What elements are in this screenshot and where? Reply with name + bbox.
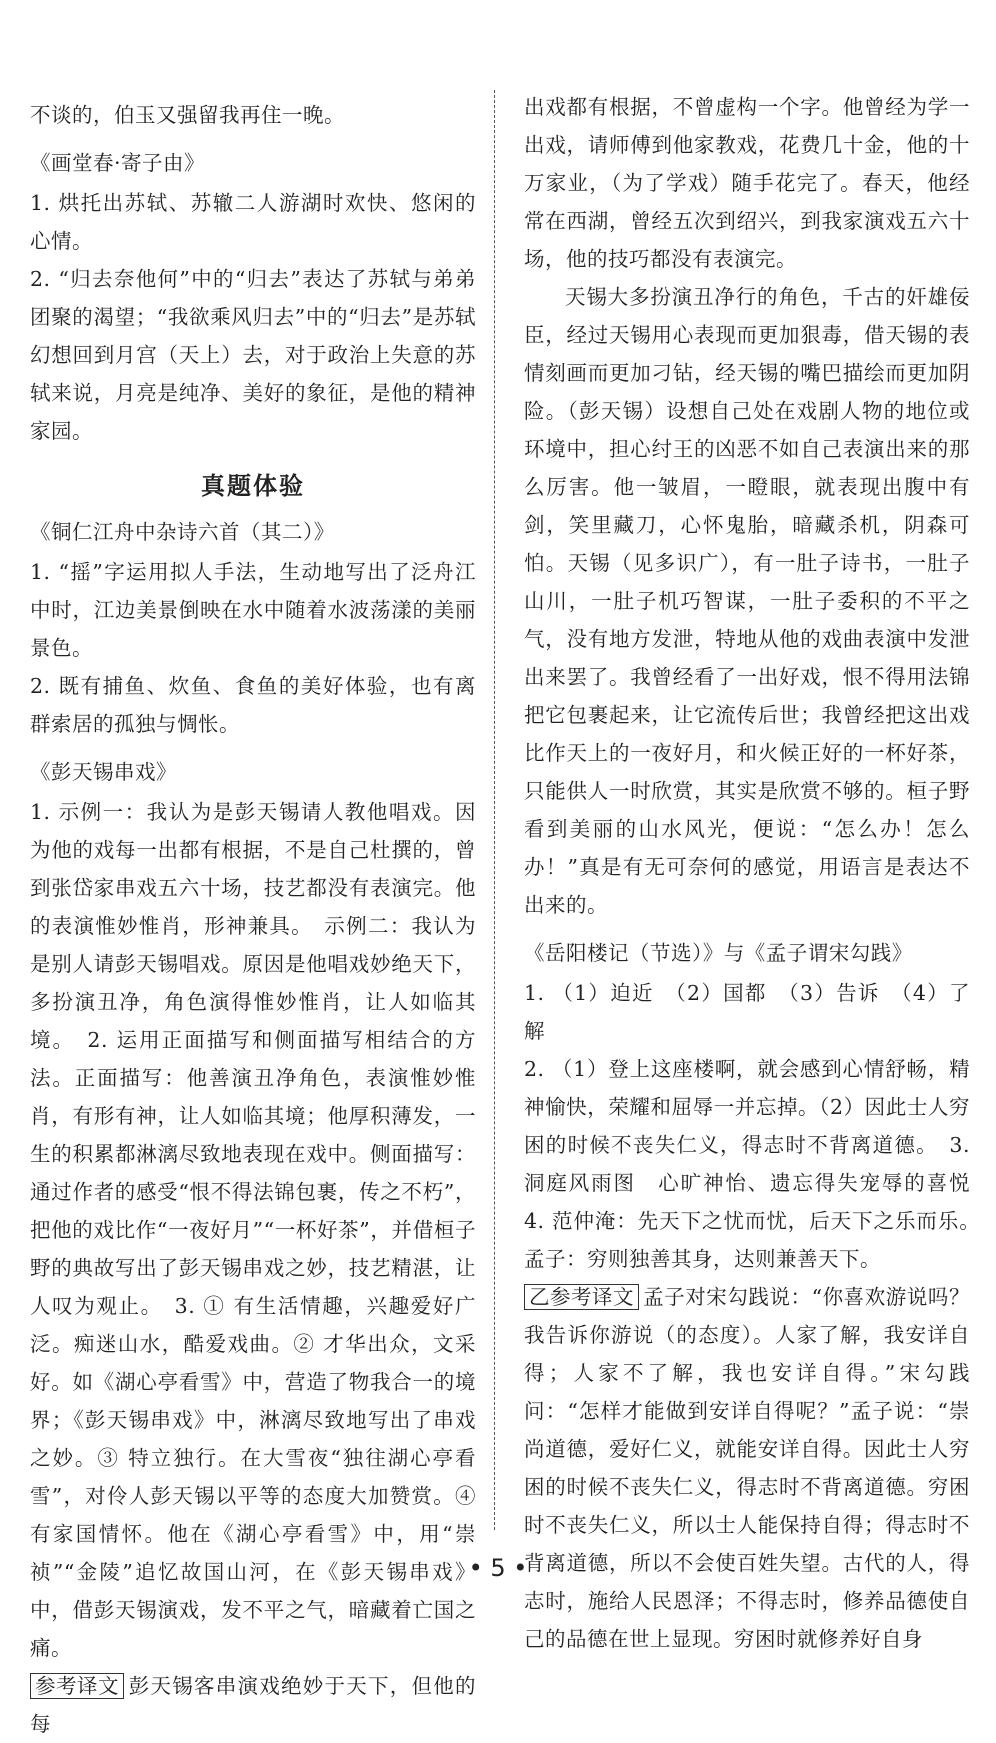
right-column	[524, 88, 991, 1658]
intro-text: 不谈的，伯玉又强留我再住一晚。	[30, 103, 345, 127]
left-column	[30, 96, 476, 1743]
answer-item: 1. （1）迫近 （2）国都 （3）告诉 （4）了解	[524, 981, 970, 1043]
page-number: • 5 •	[468, 1554, 528, 1582]
answer-body: 1. 示例一：我认为是彭天锡请人教他唱戏。因为他的戏每一出都有根据，不是自己杜撰的，曾到张岱家串戏五六十场，技艺都没有表演完。他的表演惟妙惟肖，形神兼具。 示例二：我认为是别人请彭天锡唱戏。原因是他唱戏妙绝天下，多扮演丑净，角色演得惟妙惟肖，让人如临其境。 2. 运用正面描写和侧面描写相结合的方法。正面描写：他善演丑净角色，表演惟妙惟肖，有形有神，让人如临其境；他厚积薄发，一生的积累都淋漓尽致地表现在戏中。侧面描写：通过作者的感受“恨不得法锦包裹，传之不朽”，把他的戏比作“一夜好月”“一杯好茶”，并借桓子野的典故写出了彭天锡串戏之妙，技艺精湛，让人叹为观止。 3. ① 有生活情趣，兴趣爱好广泛。痴迷山水，酷爱戏曲。② 才华出众，文采好。如《湖心亭看雪》中，营造了物我合一的境界；《彭天锡串戏》中，淋漓尽致地写出了串戏之妙。③ 特立独行。在大雪夜“独往湖心亭看雪”，对伶人彭天锡以平等的态度大加赞赏。④ 有家国情怀。他在《湖心亭看雪》中，用“崇祯”“金陵”追忆故国山河，在《彭天锡串戏》中，借彭天锡演戏，发不平之气，暗藏着亡国之痛。	[30, 800, 476, 1660]
reference-text: 孟子对宋勾践说：“你喜欢游说吗？我告诉你游说（的态度）。人家了解，我安详自得；人家不了解，我也安详自得。”宋勾践问：“怎样才能做到安详自得呢？”孟子说：“崇尚道德，爱好仁义，就能安详自得。因此士人穷困的时候不丧失仁义，得志时不背离道德。穷困时不丧失仁义，所以士人能保持自得；得志时不背离道德，所以不会使百姓失望。古代的人，得志时，施给人民恩泽；不得志时，修养品德使自己的品德在世上显现。穷困时就修养好自身	[524, 1285, 970, 1651]
reference-text: 彭天锡客串演戏绝妙于天下，但他的每	[30, 1674, 476, 1736]
answer-item: 1. “摇”字运用拟人手法，生动地写出了泛舟江中时，江边美景倒映在水中随着水波荡漾的美丽景色。	[30, 560, 476, 660]
reference-tag: 参考译文	[30, 1673, 124, 1699]
reference-translation	[524, 1278, 970, 1658]
section-heading: 真题体验	[201, 472, 305, 500]
section-title-yueyanglou: 《岳阳楼记（节选）》与《孟子谓宋勾践》	[524, 941, 913, 965]
reference-tag: 乙参考译文	[524, 1284, 639, 1310]
section-title-huatangchun: 《画堂春·寄子由》	[30, 151, 206, 175]
translation-paragraph: 天锡大多扮演丑净行的角色，千古的奸雄佞臣，经过天锡用心表现而更加狠毒，借天锡的表情刻画而更加刁钻，经天锡的嘴巴描绘而更加阴险。（彭天锡）设想自己处在戏剧人物的地位或环境中，担心纣王的凶恶不如自己表演出来的那么厉害。他一皱眉，一瞪眼，就表现出腹中有剑，笑里藏刀，心怀鬼胎，暗藏杀机，阴森可怕。天锡（见多识广），有一肚子诗书，一肚子山川，一肚子机巧智谋，一肚子委积的不平之气，没有地方发泄，特地从他的戏曲表演中发泄出来罢了。我曾经看了一出好戏，恨不得用法锦把它包裹起来，让它流传后世；我曾经把这出戏比作天上的一夜好月，和火候正好的一杯好茶，只能供人一时欣赏，其实是欣赏不够的。桓子野看到美丽的山水风光，便说：“怎么办！怎么办！”真是有无可奈何的感觉，用语言是表达不出来的。	[524, 285, 970, 917]
answer-item: 1. 烘托出苏轼、苏辙二人游湖时欢快、悠闲的心情。	[30, 191, 476, 253]
answer-item: 2. “归去奈他何”中的“归去”表达了苏轼与弟弟团聚的渴望；“我欲乘风归去”中的“归去”是苏轼幻想回到月宫（天上）去，对于政治上失意的苏轼来说，月亮是纯净、美好的象征，是他的精神家园。	[30, 267, 476, 443]
column-divider	[494, 90, 495, 1530]
section-title-tongren: 《铜仁江舟中杂诗六首（其二）》	[30, 520, 335, 544]
answer-item: 2. 既有捕鱼、炊鱼、食鱼的美好体验，也有离群索居的孤独与惆怅。	[30, 674, 476, 736]
section-title-pengtianxi: 《彭天锡串戏》	[30, 760, 177, 784]
reference-translation	[30, 1667, 476, 1743]
answer-item: 2. （1）登上这座楼啊，就会感到心情舒畅，精神愉快，荣耀和屈辱一并忘掉。（2）因此士人穷困的时候不丧失仁义，得志时不背离道德。 3. 洞庭风雨图 心旷神怡、遗忘得失宠辱的喜悦 4. 范仲淹：先天下之忧而忧，后天下之乐而乐。 孟子：穷则独善其身，达则兼善天下。	[524, 1057, 991, 1271]
translation-paragraph: 出戏都有根据，不曾虚构一个字。他曾经为学一出戏，请师傅到他家教戏，花费几十金，他的十万家业，（为了学戏）随手花完了。春天，他经常在西湖，曾经五次到绍兴，到我家演戏五六十场，他的技巧都没有表演完。	[524, 95, 970, 271]
